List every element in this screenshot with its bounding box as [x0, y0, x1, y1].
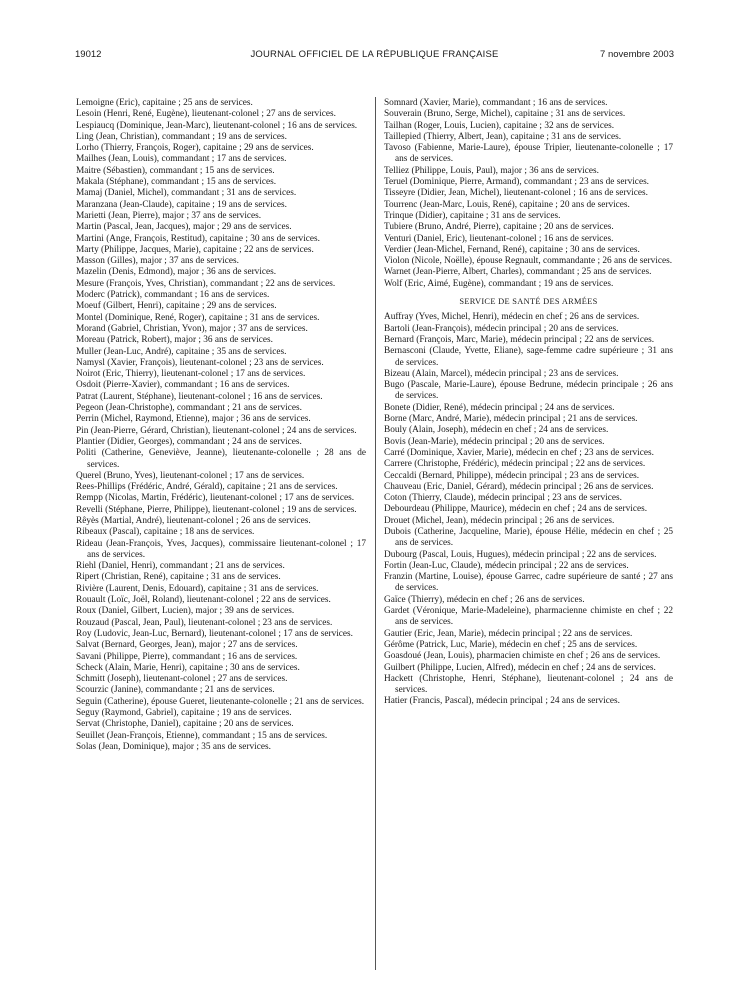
- issue-date: 7 novembre 2003: [600, 49, 674, 60]
- list-item: Servat (Christophe, Daniel), capitaine ; 20 ans de services.: [76, 719, 294, 730]
- list-item: Martini (Ange, François, Restitud), capitaine ; 30 ans de services.: [76, 233, 320, 244]
- list-item: Scheck (Alain, Marie, Henri), capitaine ; 30 ans de services.: [76, 662, 300, 673]
- right-column: [384, 98, 673, 708]
- list-item: Ribeaux (Pascal), capitaine ; 18 ans de services.: [76, 527, 255, 538]
- list-item: Rêyès (Martial, André), lieutenant-colonel ; 26 ans de services.: [76, 515, 311, 526]
- list-item: Seguy (Raymond, Gabriel), capitaine ; 19 ans de services.: [76, 708, 292, 719]
- list-item: Souverain (Bruno, Serge, Michel), capitaine ; 31 ans de services.: [384, 109, 626, 120]
- list-item: Querel (Bruno, Yves), lieutenant-colonel ; 17 ans de services.: [76, 470, 305, 481]
- column-divider: [375, 97, 376, 970]
- list-item: Rempp (Nicolas, Martin, Frédéric), lieutenant-colonel ; 17 ans de services.: [76, 493, 355, 504]
- list-item: Goasdoué (Jean, Louis), pharmacien chimiste en chef ; 26 ans de services.: [384, 651, 661, 662]
- list-item: Maitre (Sébastien), commandant ; 15 ans de services.: [76, 165, 275, 176]
- list-item: Tubiere (Bruno, André, Pierre), capitaine ; 20 ans de services.: [384, 222, 614, 233]
- list-item: Gautier (Eric, Jean, Marie), médecin principal ; 22 ans de services.: [384, 628, 633, 639]
- list-item: Pin (Jean-Pierre, Gérard, Christian), lieutenant-colonel ; 24 ans de services.: [76, 425, 357, 436]
- list-item: Masson (Gilles), major ; 37 ans de services.: [76, 256, 239, 267]
- list-item: Pegeon (Jean-Christophe), commandant ; 21 ans de services.: [76, 403, 302, 414]
- list-item: Savani (Philippe, Pierre), commandant ; 16 ans de services.: [76, 651, 298, 662]
- list-item: Morand (Gabriel, Christian, Yvon), major ; 37 ans de services.: [76, 323, 308, 334]
- list-item: Osdoit (Pierre-Xavier), commandant ; 16 ans de services.: [76, 380, 290, 391]
- list-item: Verdier (Jean-Michel, Fernand, René), capitaine ; 30 ans de services.: [384, 244, 640, 255]
- list-item: Bernasconi (Claude, Yvette, Eliane), sage-femme cadre supérieure ; 31 ans de services.: [384, 346, 673, 368]
- list-item: Mesure (François, Yves, Christian), commandant ; 22 ans de services.: [76, 278, 336, 289]
- list-item: Rivière (Laurent, Denis, Edouard), capitaine ; 31 ans de services.: [76, 583, 319, 594]
- list-item: Schmitt (Joseph), lieutenant-colonel ; 27 ans de services.: [76, 674, 288, 685]
- list-item: Bonete (Didier, René), médecin principal ; 24 ans de services.: [384, 402, 615, 413]
- page-header: [75, 49, 674, 63]
- list-item: Riehl (Daniel, Henri), commandant ; 21 ans de services.: [76, 561, 285, 572]
- list-item: Carré (Dominique, Xavier, Marie), médecin en chef ; 23 ans de services.: [384, 447, 654, 458]
- list-item: Mazelin (Denis, Edmond), major ; 36 ans de services.: [76, 267, 277, 278]
- right-column-list-bottom: [384, 312, 673, 707]
- list-item: Fortin (Jean-Luc, Claude), médecin principal ; 22 ans de services.: [384, 560, 629, 571]
- list-item: Solas (Jean, Dominique), major ; 35 ans de services.: [76, 741, 271, 752]
- list-item: Bernard (François, Marc, Marie), médecin principal ; 22 ans de services.: [384, 334, 655, 345]
- list-item: Revelli (Stéphane, Pierre, Philippe), lieutenant-colonel ; 19 ans de services.: [76, 504, 357, 515]
- list-item: Makala (Stéphane), commandant ; 15 ans de services.: [76, 177, 277, 188]
- list-item: Teruel (Dominique, Pierre, Armand), commandant ; 23 ans de services.: [384, 177, 650, 188]
- list-item: Chauveau (Eric, Daniel, Gérard), médecin principal ; 26 ans de services.: [384, 481, 654, 492]
- list-item: Moreau (Patrick, Robert), major ; 36 ans de services.: [76, 335, 273, 346]
- list-item: Somnard (Xavier, Marie), commandant ; 16 ans de services.: [384, 98, 608, 108]
- list-item: Ceccaldi (Bernard, Philippe), médecin principal ; 23 ans de services.: [384, 470, 640, 481]
- list-item: Moderc (Patrick), commandant ; 16 ans de services.: [76, 290, 270, 301]
- list-item: Trinque (Didier), capitaine ; 31 ans de services.: [384, 210, 561, 221]
- list-item: Roy (Ludovic, Jean-Luc, Bernard), lieutenant-colonel ; 17 ans de services.: [76, 628, 354, 639]
- list-item: Mamaj (Daniel, Michel), commandant ; 31 ans de services.: [76, 188, 297, 199]
- list-item: Moeuf (Gilbert, Henri), capitaine ; 29 ans de services.: [76, 301, 277, 312]
- list-item: Lespiaucq (Dominique, Jean-Marc), lieutenant-colonel ; 16 ans de services.: [76, 120, 358, 131]
- list-item: Debourdeau (Philippe, Maurice), médecin en chef ; 24 ans de services.: [384, 504, 648, 515]
- list-item: Perrin (Michel, Raymond, Etienne), major ; 36 ans de services.: [76, 414, 311, 425]
- list-item: Roux (Daniel, Gilbert, Lucien), major ; 39 ans de services.: [76, 606, 295, 617]
- list-item: Rideau (Jean-François, Yves, Jacques), commissaire lieutenant-colonel ; 17 ans de services.: [76, 538, 366, 560]
- list-item: Bouly (Alain, Joseph), médecin en chef ; 24 ans de services.: [384, 425, 609, 436]
- list-item: Lemoigne (Eric), capitaine ; 25 ans de services.: [76, 98, 253, 108]
- list-item: Drouet (Michel, Jean), médecin principal ; 26 ans de services.: [384, 515, 615, 526]
- list-item: Borne (Marc, André, Marie), médecin principal ; 21 ans de services.: [384, 414, 638, 425]
- list-item: Hackett (Christophe, Henri, Stéphane), lieutenant-colonel ; 24 ans de services.: [384, 673, 673, 696]
- list-item: Guilbert (Philippe, Lucien, Alfred), médecin en chef ; 24 ans de services.: [384, 662, 656, 673]
- page-number: 19012: [75, 49, 102, 60]
- list-item: Hatier (Francis, Pascal), médecin principal ; 24 ans de services.: [384, 696, 620, 707]
- list-item: Martin (Pascal, Jean, Jacques), major ; 29 ans de services.: [76, 222, 292, 233]
- list-item: Noirot (Eric, Thierry), lieutenant-colonel ; 17 ans de services.: [76, 369, 306, 380]
- list-item: Bugo (Pascale, Marie-Laure), épouse Bedrune, médecin principale ; 26 ans de services.: [384, 380, 673, 402]
- list-item: Bovis (Jean-Marie), médecin principal ; 20 ans de services.: [384, 436, 605, 447]
- list-item: Tourrenc (Jean-Marc, Louis, René), capitaine ; 20 ans de services.: [384, 199, 630, 210]
- list-item: Montel (Dominique, René, Roger), capitaine ; 31 ans de services.: [76, 312, 320, 323]
- list-item: Rouzaud (Pascal, Jean, Paul), lieutenant-colonel ; 23 ans de services.: [76, 617, 333, 628]
- list-item: Patrat (Laurent, Stéphane), lieutenant-colonel ; 16 ans de services.: [76, 391, 323, 402]
- list-item: Warnet (Jean-Pierre, Albert, Charles), commandant ; 25 ans de services.: [384, 267, 652, 278]
- journal-title: JOURNAL OFFICIEL DE LA RÉPUBLIQUE FRANÇAISE: [250, 49, 499, 60]
- list-item: Seguin (Catherine), épouse Gueret, lieutenante-colonelle ; 21 ans de services.: [76, 696, 365, 707]
- list-item: Lorho (Thierry, François, Roger), capitaine ; 29 ans de services.: [76, 143, 314, 154]
- left-column: [76, 98, 366, 753]
- list-item: Namysl (Xavier, François), lieutenant-colonel ; 23 ans de services.: [76, 357, 324, 368]
- section-heading: SERVICE DE SANTÉ DES ARMÉES: [459, 297, 598, 307]
- list-item: Taillepied (Thierry, Albert, Jean), capitaine ; 31 ans de services.: [384, 131, 622, 142]
- list-item: Violon (Nicole, Noëlle), épouse Regnault, commandante ; 26 ans de services.: [384, 256, 673, 267]
- list-item: Mailhes (Jean, Louis), commandant ; 17 ans de services.: [76, 154, 287, 165]
- list-item: Telliez (Philippe, Louis, Paul), major ; 36 ans de services.: [384, 165, 599, 176]
- list-item: Franzin (Martine, Louise), épouse Garrec, cadre supérieure de santé ; 27 ans de services.: [384, 572, 673, 594]
- list-item: Coton (Thierry, Claude), médecin principal ; 23 ans de services.: [384, 493, 622, 504]
- list-item: Rees-Phillips (Frédéric, André, Gérald), capitaine ; 21 ans de services.: [76, 482, 338, 493]
- list-item: Marty (Philippe, Jacques, Marie), capitaine ; 22 ans de services.: [76, 244, 314, 255]
- list-item: Muller (Jean-Luc, André), capitaine ; 35 ans de services.: [76, 346, 287, 357]
- list-item: Bartoli (Jean-François), médecin principal ; 20 ans de services.: [384, 323, 619, 334]
- list-item: Dubourg (Pascal, Louis, Hugues), médecin principal ; 22 ans de services.: [384, 549, 657, 560]
- list-item: Auffray (Yves, Michel, Henri), médecin en chef ; 26 ans de services.: [384, 312, 640, 323]
- list-item: Salvat (Bernard, Georges, Jean), major ; 27 ans de services.: [76, 640, 298, 651]
- list-item: Tailhan (Roger, Louis, Lucien), capitaine ; 32 ans de services.: [384, 120, 615, 131]
- list-item: Bizeau (Alain, Marcel), médecin principal ; 23 ans de services.: [384, 368, 619, 379]
- list-item: Gaïce (Thierry), médecin en chef ; 26 ans de services.: [384, 594, 585, 605]
- list-item: Carrere (Christophe, Frédéric), médecin principal ; 22 ans de services.: [384, 459, 646, 470]
- list-item: Plantier (Didier, Georges), commandant ; 24 ans de services.: [76, 436, 302, 447]
- list-item: Maranzana (Jean-Claude), capitaine ; 19 ans de services.: [76, 199, 287, 210]
- list-item: Tisseyre (Didier, Jean, Michel), lieutenant-colonel ; 16 ans de services.: [384, 188, 648, 199]
- list-item: Marietti (Jean, Pierre), major ; 37 ans de services.: [76, 210, 262, 221]
- list-item: Tavoso (Fabienne, Marie-Laure), épouse Tripier, lieutenante-colonelle ; 17 ans de services.: [384, 143, 673, 165]
- list-item: Lesoin (Henri, René, Eugène), lieutenant-colonel ; 27 ans de services.: [76, 109, 336, 120]
- list-item: Wolf (Eric, Aimé, Eugène), commandant ; 19 ans de services.: [384, 278, 614, 289]
- list-item: Gérôme (Patrick, Luc, Marie), médecin en chef ; 25 ans de services.: [384, 639, 638, 650]
- list-item: Ling (Jean, Christian), commandant ; 19 ans de services.: [76, 131, 287, 142]
- right-column-list-top: [384, 98, 673, 290]
- list-item: Seuillet (Jean-François, Etienne), commandant ; 15 ans de services.: [76, 730, 328, 741]
- list-item: Rouault (Loïc, Joël, Roland), lieutenant-colonel ; 22 ans de services.: [76, 595, 331, 606]
- list-item: Dubois (Catherine, Jacqueline, Marie), épouse Hélie, médecin en chef ; 25 ans de services.: [384, 526, 673, 549]
- list-item: Politi (Catherine, Geneviève, Jeanne), lieutenante-colonelle ; 28 ans de services.: [76, 448, 366, 470]
- list-item: Scourzic (Janine), commandante ; 21 ans de services.: [76, 685, 275, 696]
- list-item: Gardet (Véronique, Marie-Madeleine), pharmacienne chimiste en chef ; 22 ans de services.: [384, 606, 673, 628]
- list-item: Venturi (Daniel, Eric), lieutenant-colonel ; 16 ans de services.: [384, 233, 614, 244]
- list-item: Ripert (Christian, René), capitaine ; 31 ans de services.: [76, 572, 281, 583]
